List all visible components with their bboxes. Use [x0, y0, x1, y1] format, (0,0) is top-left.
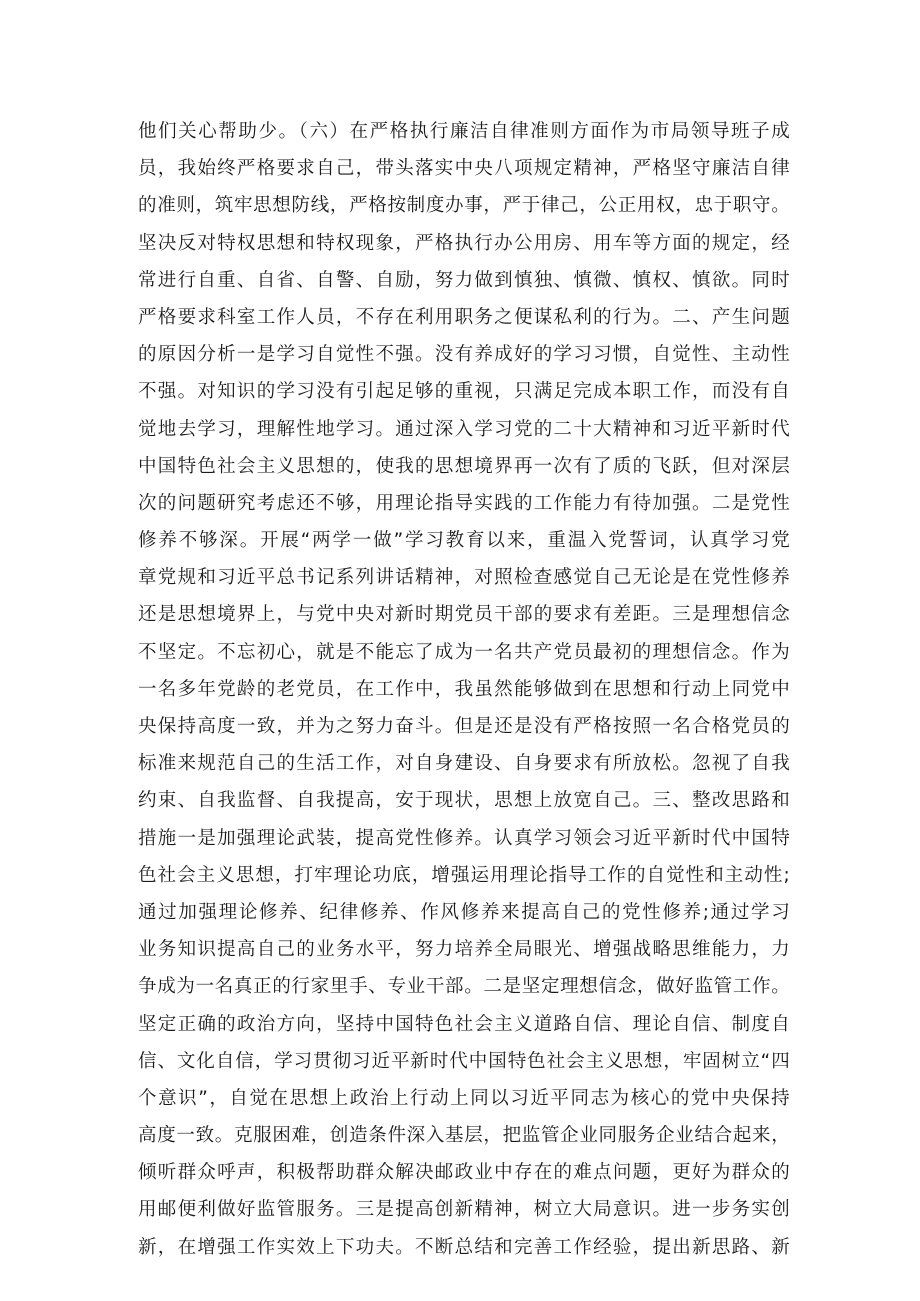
text-line: 标准来规范自己的生活工作，对自身建设、自身要求有所放松。忽视了自我: [138, 753, 790, 775]
text-line: 争成为一名真正的行家里手、专业干部。二是坚定理想信念，做好监管工作。: [138, 976, 790, 998]
text-line: 觉地去学习，理解性地学习。通过深入学习党的二十大精神和习近平新时代: [138, 418, 790, 440]
text-line: 不坚定。不忘初心，就是不能忘了成为一名共产党员最初的理想信念。作为: [138, 641, 790, 663]
text-line: 色社会主义思想，打牢理论功底，增强运用理论指导工作的自觉性和主动性;: [138, 864, 790, 886]
text-line: 不强。对知识的学习没有引起足够的重视，只满足完成本职工作，而没有自: [138, 381, 790, 403]
text-line: 业务知识提高自己的业务水平，努力培养全局眼光、增强战略思维能力，力: [138, 939, 790, 961]
text-line: 个意识”，自觉在思想上政治上行动上同以习近平同志为核心的党中央保持: [138, 1087, 790, 1109]
text-line: 常进行自重、自省、自警、自励，努力做到慎独、慎微、慎权、慎欲。同时: [138, 269, 790, 291]
text-line: 央保持高度一致，并为之努力奋斗。但是还是没有严格按照一名合格党员的: [138, 716, 790, 737]
text-line: 一名多年党龄的老党员，在工作中，我虽然能够做到在思想和行动上同党中: [138, 678, 790, 700]
document-body: [138, 113, 790, 1266]
text-line: 严格要求科室工作人员，不存在利用职务之便谋私利的行为。二、产生问题: [138, 306, 790, 328]
text-line: 倾听群众呼声，积极帮助群众解决邮政业中存在的难点问题，更好为群众的: [138, 1162, 790, 1184]
text-line: 他们关心帮助少。（六）在严格执行廉洁自律准则方面作为市局领导班子成: [138, 121, 790, 142]
text-line: 章党规和习近平总书记系列讲话精神，对照检查感觉自己无论是在党性修养: [138, 567, 790, 589]
text-line: 坚定正确的政治方向，坚持中国特色社会主义道路自信、理论自信、制度自: [138, 1013, 790, 1035]
text-line: 新，在增强工作实效上下功夫。不断总结和完善工作经验，提出新思路、新: [138, 1236, 790, 1258]
text-line: 约束、自我监督、自我提高，安于现状，思想上放宽自己。三、整改思路和: [138, 790, 790, 812]
text-line: 的准则，筑牢思想防线，严格按制度办事，严于律己，公正用权，忠于职守。: [138, 195, 790, 217]
text-line: 修养不够深。开展“两学一做”学习教育以来，重温入党誓词，认真学习党: [138, 530, 790, 552]
text-line: 次的问题研究考虑还不够，用理论指导实践的工作能力有待加强。二是党性: [138, 492, 790, 514]
text-line: 用邮便利做好监管服务。三是提高创新精神，树立大局意识。进一步务实创: [138, 1199, 790, 1221]
text-line: 信、文化自信，学习贯彻习近平新时代中国特色社会主义思想，牢固树立“四: [138, 1050, 790, 1072]
text-line: 的原因分析一是学习自觉性不强。没有养成好的学习习惯，自觉性、主动性: [138, 344, 790, 366]
text-line: 员，我始终严格要求自己，带头落实中央八项规定精神，严格坚守廉洁自律: [138, 158, 790, 180]
text-line: 坚决反对特权思想和特权现象，严格执行办公用房、用车等方面的规定，经: [138, 232, 790, 254]
text-line: 中国特色社会主义思想的，使我的思想境界再一次有了质的飞跃，但对深层: [138, 455, 790, 477]
text-line: 高度一致。克服困难，创造条件深入基层，把监管企业同服务企业结合起来，: [138, 1125, 790, 1147]
text-line: 还是思想境界上，与党中央对新时期党员干部的要求有差距。三是理想信念: [138, 604, 790, 626]
text-line: 通过加强理论修养、纪律修养、作风修养来提高自己的党性修养;通过学习: [138, 901, 790, 923]
text-line: 措施一是加强理论武装，提高党性修养。认真学习领会习近平新时代中国特: [138, 827, 790, 849]
